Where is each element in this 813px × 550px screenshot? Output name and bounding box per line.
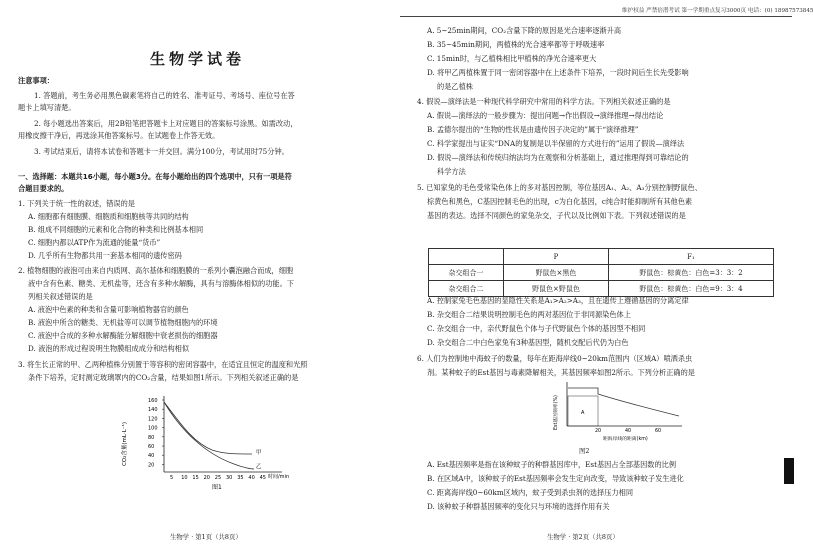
- q6-option-a: A. Est基因频率是指在该种蚊子的种群基因库中，Est基因占全部基因数的比例: [427, 460, 677, 469]
- notice-line-2: 题卡上填写清楚。: [18, 103, 76, 112]
- table-header-cell: F₁: [609, 249, 774, 265]
- q5-option-a: A. 控制家兔毛色基因的显隐性关系是A₁>A₂>A₃，且在遗传上遵循基因的分离定律: [427, 296, 689, 305]
- q2-option-b: B. 液泡中所含的糖类、无机盐等可以调节植物细胞内的环境: [28, 318, 218, 327]
- q5-stem-3: 基因的表达。选择不同颜色的家兔杂交，子代以及比例如下表。下列叙述错误的是: [427, 211, 686, 220]
- table-cell: 野鼠色×野鼠色: [504, 281, 609, 297]
- notice-line-4: 用橡皮擦干净后，再选涂其他答案标号。在试题卷上作答无效。: [18, 131, 220, 140]
- q4-option-a: A. 假说—演绎法的一般步骤为：提出问题→作出假设→演绎推理→得出结论: [427, 111, 664, 120]
- fig1-xtick-label: 30: [226, 475, 233, 481]
- notice-line-5: 3. 考试结束后，请将本试卷和答题卡一并交回。满分100分，考试用时75分钟。: [34, 147, 289, 156]
- q4-option-b: B. 孟德尔提出的“生物的性状是由遗传因子决定的”属于“演绎推理”: [427, 125, 639, 134]
- q2-stem-1: 2. 植物细胞的液泡可由来自内质网、高尔基体和细胞膜的一系列小囊泡融合而成，细胞: [18, 266, 294, 275]
- fig2-xlabel: 距海岸线的距离(km): [603, 437, 648, 442]
- q6-option-d: D. 该种蚊子种群基因频率的变化只与环境的选择作用有关: [427, 502, 610, 511]
- fig1-ytick-label: 120: [148, 416, 158, 423]
- section-heading-2: 合题目要求的。: [18, 184, 69, 193]
- q5-option-d: D. 杂交组合二中白色家兔有3种基因型，随机交配后代仍为白色: [427, 338, 629, 347]
- figure-2-chart: [547, 380, 697, 442]
- table-header-cell: P: [504, 249, 609, 265]
- q3-option-d-cont: 的是乙植株: [437, 82, 473, 91]
- region-a-label: A: [581, 410, 585, 416]
- right-footer: 生物学 · 第2页（共8页）: [547, 533, 619, 541]
- notice-line-3: 2. 每小题选出答案后，用2B铅笔把答题卡上对应题目的答案标号涂黑。如需改动，: [34, 119, 298, 128]
- q3-option-b: B. 35~45min期间，两植株的光合速率都等于呼吸速率: [427, 40, 605, 49]
- q4-option-c: C. 科学家提出与证实“DNA的复制是以半保留的方式进行的”运用了假说—演绎法: [427, 139, 685, 148]
- q5-cross-table: [428, 248, 774, 297]
- q1-option-a: A. 细胞都有细胞膜、细胞质和细胞核等共同的结构: [28, 212, 189, 221]
- left-footer: 生物学 · 第1页（共8页）: [170, 533, 242, 541]
- q6-option-b: B. 在区域A中，该种蚊子的Est基因频率会发生定向改变，导致该种蚊子发生进化: [427, 474, 684, 483]
- scan-edge-mark: [784, 458, 794, 484]
- q6-stem-2: 剂。某种蚊子的Est基因与毒素降解相关，其基因频率如图2所示。下列分析正确的是: [427, 368, 695, 377]
- fig1-xtick-label: 15: [192, 475, 199, 481]
- table-header-cell: [429, 249, 504, 265]
- fig1-caption: 图1: [212, 484, 222, 491]
- fig1-ytick-label: 20: [148, 462, 155, 469]
- q2-stem-3: 列相关叙述错误的是: [28, 292, 93, 301]
- q3-stem-2: 条件下培养，定时测定玻璃罩内的CO₂含量，结果如图1所示。下列相关叙述正确的是: [28, 373, 299, 382]
- fig1-ytick-label: 60: [148, 444, 155, 450]
- figure-1-chart: [112, 392, 292, 492]
- table-cell: 杂交组合一: [429, 265, 504, 281]
- q4-option-d-cont: 科学方法: [437, 167, 466, 176]
- q3-option-a: A. 5~25min期间，CO₂含量下降的原因是光合速率逐渐升高: [427, 26, 622, 35]
- q2-option-d: D. 液泡的形成过程说明生物膜组成成分和结构相似: [28, 344, 190, 353]
- series-jia-label: 甲: [256, 450, 262, 456]
- header-text: 维护权益 严禁倍潜考试 第一学期重点复习3000页 电话：(0) 18987573845: [622, 8, 813, 14]
- table-row: [429, 265, 774, 281]
- q1-option-b: B. 组成不同细胞的元素和化合物的种类和比例基本相同: [28, 225, 204, 234]
- q1-option-d: D. 几乎所有生物都共用一套基本相同的遗传密码: [28, 251, 182, 260]
- notice-line-1: 1. 答题前，考生务必用黑色碳素笔将自己的姓名、准考证号、考场号、座位号在答: [34, 91, 295, 100]
- q2-option-a: A. 液泡中色素的种类和含量可影响植物器官的颜色: [28, 305, 189, 314]
- fig1-xtick-label: 40: [248, 475, 255, 481]
- fig1-xtick-label: 25: [214, 475, 222, 481]
- q5-option-b: B. 杂交组合二结果说明控制毛色的两对基因位于非同源染色体上: [427, 310, 631, 319]
- q4-stem: 4. 假说—演绎法是一种现代科学研究中常用的科学方法。下列相关叙述正确的是: [417, 97, 671, 106]
- fig1-ytick-label: 40: [148, 453, 155, 460]
- fig2-caption: 图2: [579, 447, 590, 455]
- notice-heading: 注意事项：: [18, 76, 54, 85]
- q6-option-c: C. 距离海岸线0~60km区域内，蚊子受到杀虫剂的选择压力相同: [427, 488, 634, 497]
- table-cell: 野鼠色：棕黄色：白色=9：3：4: [609, 281, 774, 297]
- series-jia-line: [164, 402, 252, 454]
- fig2-xtick-label: 40: [625, 429, 632, 434]
- q1-stem: 1. 下列关于统一性的叙述，错误的是: [18, 199, 135, 208]
- table-cell: 野鼠色：棕黄色：白色=3：3：2: [609, 265, 774, 281]
- q3-option-d: D. 将甲乙两植株置于同一密闭容器中在上述条件下培养，一段时间后生长先受影响: [427, 68, 689, 77]
- fig1-xtick-label: 10: [181, 475, 188, 481]
- exam-title: 生物学试卷: [150, 50, 246, 68]
- fig1-ytick-label: 160: [148, 398, 158, 404]
- table-row: [429, 281, 774, 297]
- fig1-ytick-label: 80: [148, 434, 155, 441]
- left-page: [0, 0, 397, 550]
- fig1-xtick-label: 35: [237, 475, 244, 481]
- fig2-xtick-label: 20: [595, 429, 602, 434]
- q5-stem-2: 棕黄色和黑色，C基因控制毛色的出现，c为白化基因，c纯合时能抑制所有其他色素: [427, 197, 693, 206]
- table-cell: 野鼠色×黑色: [504, 265, 609, 281]
- q3-stem-1: 3. 将生长正常的甲、乙两种植株分别置于等容积的密闭容器中，在适宜且恒定的温度和光照: [18, 360, 308, 369]
- table-header-row: [429, 249, 774, 265]
- fig2-xtick-label: 60: [655, 429, 662, 434]
- table-cell: 杂交组合二: [429, 281, 504, 297]
- series-yi-label: 乙: [256, 464, 262, 470]
- fig1-xtick-label: 45: [259, 475, 266, 481]
- est-frequency-line: [568, 388, 679, 416]
- fig1-xlabel: 时间/min: [268, 474, 290, 480]
- q5-option-c: C. 杂交组合一中，亲代野鼠色个体与子代野鼠色个体的基因型不相同: [427, 324, 646, 333]
- q3-option-c: C. 15min时，与乙植株相比甲植株的净光合速率更大: [427, 54, 597, 63]
- fig2-ylabel: Est基因频率(%): [554, 395, 559, 430]
- fig1-xtick-label: 20: [203, 475, 210, 481]
- q4-option-d: D. 假说—演绎法和传统归纳法均为在观察和分析基础上，通过推理得到可靠结论的: [427, 153, 689, 162]
- fig1-ylabel: CO₂含量(mL·L⁻¹): [122, 421, 128, 466]
- q1-option-c: C. 细胞内都以ATP作为流通的能量“货币”: [28, 238, 161, 247]
- q2-option-c: C. 液泡中合成的多种水解酶能分解细胞中衰老损伤的细胞器: [28, 331, 218, 340]
- section-heading-1: 一、选择题：本题共16小题，每小题3分。在每小题给出的四个选项中，只有一项是符: [18, 172, 292, 181]
- q5-stem-1: 5. 已知家兔的毛色受常染色体上的多对基因控制，等位基因A₁、A₂、A₃分别控制野鼠色、: [417, 183, 702, 192]
- fig1-xtick-label: 5: [170, 475, 174, 481]
- series-yi-line: [164, 402, 254, 469]
- q2-stem-2: 液中含有色素、糖类、无机盐等，还含有多种水解酶，具有与溶酶体相似的功能。下: [28, 279, 294, 288]
- fig1-ytick-label: 140: [148, 407, 158, 414]
- fig1-ytick-label: 100: [148, 425, 158, 432]
- q6-stem-1: 6. 人们为控制地中海蚊子的数量，每年在距海岸线0~20km范围内（区域A）喷洒杀虫: [417, 354, 693, 363]
